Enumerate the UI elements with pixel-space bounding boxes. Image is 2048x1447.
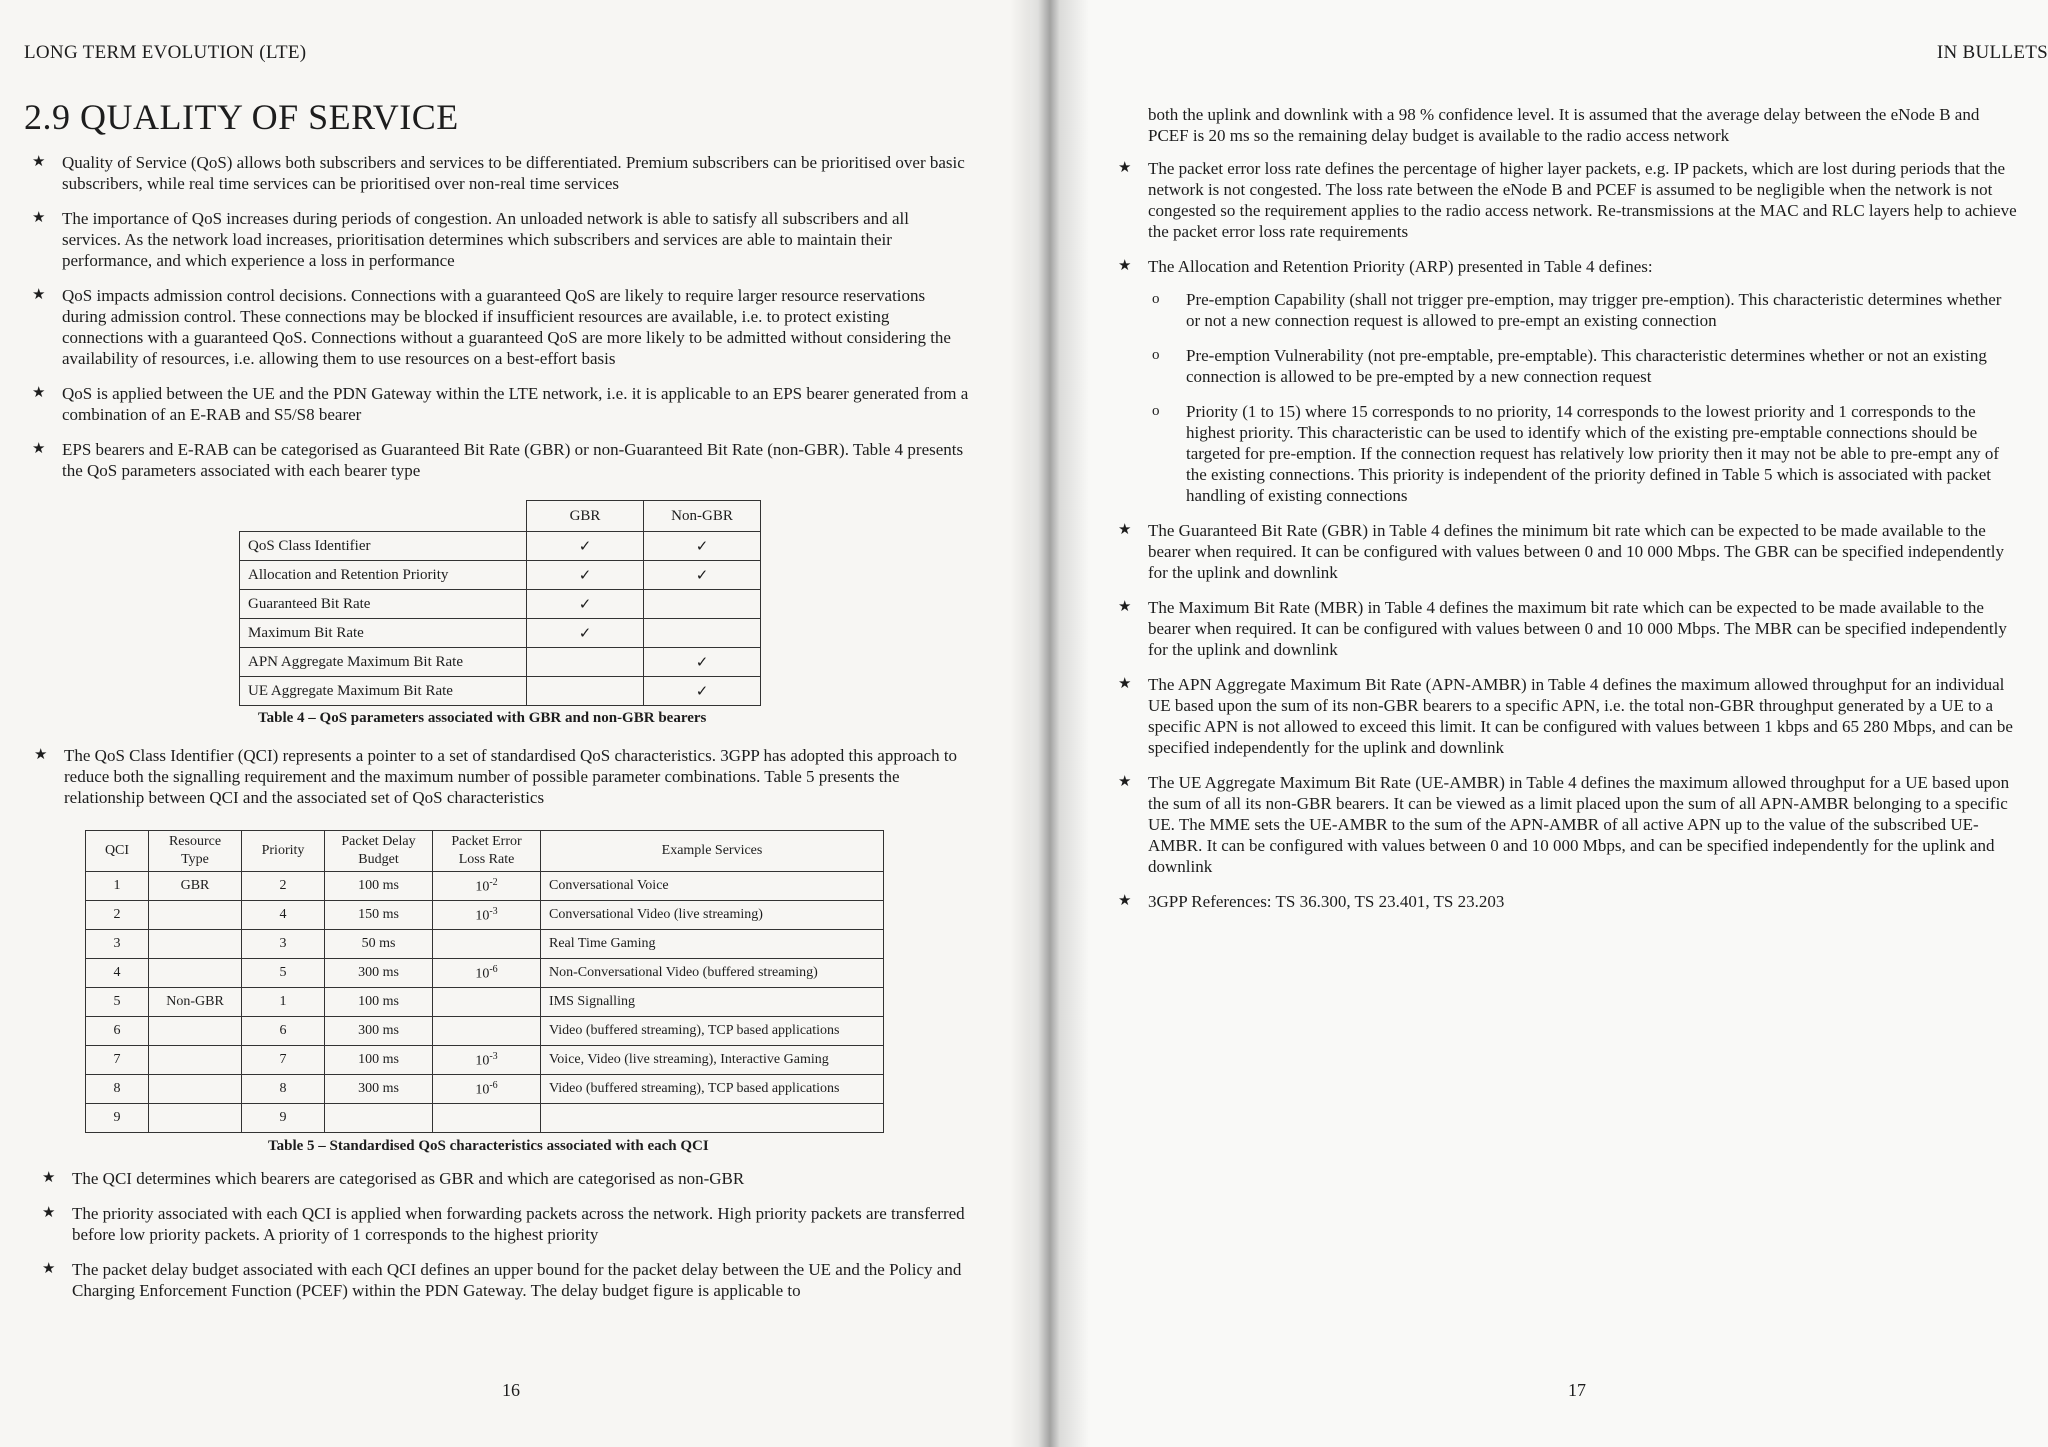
table-row: QoS Class Identifier ✓ ✓ <box>240 532 761 561</box>
continuation-paragraph: both the uplink and downlink with a 98 % confidence level. It is assumed that the average delay between the eNode B and PCEF is 20 ms so the remaining delay budget is available to the radio access network <box>1148 105 1980 145</box>
circle-bullet-icon: o <box>1152 347 1160 363</box>
table-row: 9 9 <box>86 1104 884 1133</box>
table-row: Guaranteed Bit Rate ✓ <box>240 590 761 619</box>
bullet-list-qci <box>22 745 972 822</box>
table4-header-nongbr: Non-GBR <box>644 501 761 532</box>
sub-list-item: o Pre-emption Capability (shall not trigger pre-emption, may trigger pre-emption). This characteristic determines whether or not a new connection request is allowed to pre-empt an existing connection <box>1152 290 2002 330</box>
table4-caption: Table 4 – QoS parameters associated with GBR and non-GBR bearers <box>258 710 707 726</box>
table-row: 6 6 300 ms Video (buffered streaming), TCP based applications <box>86 1017 884 1046</box>
star-bullet-icon: ★ <box>34 747 48 763</box>
bullet-item: ★ The packet delay budget associated with each QCI defines an upper bound for the packet delay between the UE and the Policy and Charging Enforcement Function (PCEF) within the PDN Gateway. The delay budget figure is applicable to <box>42 1260 962 1300</box>
bullet-item: ★ 3GPP References: TS 36.300, TS 23.401, TS 23.203 <box>1118 892 1505 911</box>
section-title: 2.9 QUALITY OF SERVICE <box>24 97 459 137</box>
star-bullet-icon: ★ <box>1118 893 1132 909</box>
bullet-item: ★ The QCI determines which bearers are categorised as GBR and which are categorised as non-GBR <box>42 1169 745 1188</box>
table-row: Allocation and Retention Priority ✓ ✓ <box>240 561 761 590</box>
bullet-item: ★ EPS bearers and E-RAB can be categorised as Guaranteed Bit Rate (GBR) or non-Guaranteed Bit Rate (non-GBR). Table 4 presents the QoS parameters associated with each bearer type <box>32 440 964 480</box>
bullet-list-qci-details <box>30 1168 980 1315</box>
star-bullet-icon: ★ <box>42 1261 56 1277</box>
arp-sub-list <box>1148 289 2018 506</box>
bullet-item: ★ The UE Aggregate Maximum Bit Rate (UE-AMBR) in Table 4 defines the maximum allowed throughput for a UE based upon the sum of all its non-GBR bearers. It can be viewed as a limit placed upon the sum of all APN-AMBR belonging to a specific UE. The MME sets the UE-AMBR to the sum of the APN-AMBR of all active APN up to the value of the subscribed UE-AMBR. It can be configured with values between 0 and 10 000 Mbps, and can be specified independently for the uplink and downlink <box>1118 773 2010 876</box>
right-page <box>1030 0 2048 1447</box>
star-bullet-icon: ★ <box>1118 676 1132 692</box>
bullet-item: ★ The importance of QoS increases during periods of congestion. An unloaded network is able to satisfy all subscribers and all services. As the network load increases, prioritisation determines which subscribers and services are able to maintain their performance, and which experience a loss in performance <box>32 209 909 270</box>
table-row: Maximum Bit Rate ✓ <box>240 619 761 648</box>
star-bullet-icon: ★ <box>1118 599 1132 615</box>
star-bullet-icon: ★ <box>32 154 46 170</box>
star-bullet-icon: ★ <box>32 385 46 401</box>
bullet-item: ★ The APN Aggregate Maximum Bit Rate (APN-AMBR) in Table 4 defines the maximum allowed throughput for an individual UE based upon the sum of its non-GBR bearers to a specific APN, i.e. the total non-GBR throughput generated by a UE to a specific APN is not allowed to exceed this limit. It can be configured with values between 1 kbps and 65 280 Mbps, and can be specified independently for the uplink and downlink <box>1118 675 2013 757</box>
table-row: UE Aggregate Maximum Bit Rate ✓ <box>240 677 761 706</box>
star-bullet-icon: ★ <box>32 210 46 226</box>
page-number-right: 17 <box>1568 1380 1586 1400</box>
table4-header-gbr: GBR <box>527 501 644 532</box>
table-row: 2 4 150 ms $10^{-3}$ Conversational Video (live streaming) <box>86 901 884 930</box>
star-bullet-icon: ★ <box>1118 774 1132 790</box>
table-row: 4 5 300 ms $10^{-6}$ Non-Conversational Video (buffered streaming) <box>86 959 884 988</box>
page-number-left: 16 <box>502 1380 520 1400</box>
star-bullet-icon: ★ <box>42 1170 56 1186</box>
star-bullet-icon: ★ <box>42 1205 56 1221</box>
bullet-item: ★ The Maximum Bit Rate (MBR) in Table 4 defines the maximum bit rate which can be expected to be made available to the bearer when required. It can be configured with values between 0 and 10 000 Mbps. The MBR can be specified independently for the uplink and downlink <box>1118 598 2007 659</box>
table-row: 8 8 300 ms $10^{-6}$ Video (buffered streaming), TCP based applications <box>86 1075 884 1104</box>
bullet-item: ★ QoS impacts admission control decisions. Connections with a guaranteed QoS are likely to require larger resource reservations during admission control. These connections may be blocked if insufficient resources are available, i.e. to protect existing connections with a guaranteed QoS. Connections without a guaranteed QoS are more likely to be admitted without considering the availability of resources, i.e. allowing them to use resources on a best-effort basis <box>32 286 951 368</box>
bullet-list-intro <box>20 152 970 495</box>
circle-bullet-icon: o <box>1152 291 1160 307</box>
star-bullet-icon: ★ <box>1118 522 1132 538</box>
bullet-item: ★ The packet error loss rate defines the percentage of higher layer packets, e.g. IP packets, which are lost during periods that the network is not congested. The loss rate between the eNode B and PCEF is assumed to be negligible when the network is not congested so the requirement applies to the radio access network. Re-transmissions at the MAC and RLC layers help to achieve the packet error loss rate requirements <box>1118 159 2017 241</box>
bullet-item: ★ Quality of Service (QoS) allows both subscribers and services to be differentiated. Premium subscribers can be prioritised over basic subscribers, while real time services can be prioritised over non-real time services <box>32 153 965 193</box>
bullet-item: ★ QoS is applied between the UE and the PDN Gateway within the LTE network, i.e. it is applicable to an EPS bearer generated from a combination of an E-RAB and S5/S8 bearer <box>32 384 969 424</box>
star-bullet-icon: ★ <box>1118 258 1132 274</box>
bullet-list-right <box>1106 158 2018 926</box>
circle-bullet-icon: o <box>1152 403 1160 419</box>
table-4 <box>239 500 761 706</box>
star-bullet-icon: ★ <box>32 441 46 457</box>
table-row: APN Aggregate Maximum Bit Rate ✓ <box>240 648 761 677</box>
table-row: 7 7 100 ms $10^{-3}$ Voice, Video (live streaming), Interactive Gaming <box>86 1046 884 1075</box>
bullet-item: ★ The Guaranteed Bit Rate (GBR) in Table 4 defines the minimum bit rate which can be expected to be made available to the bearer when required. It can be configured with values between 0 and 10 000 Mbps. The GBR can be specified independently for the uplink and downlink <box>1118 521 2005 582</box>
running-header-left: LONG TERM EVOLUTION (LTE) <box>24 42 307 63</box>
table5-caption: Table 5 – Standardised QoS characteristics associated with each QCI <box>268 1138 709 1154</box>
table-row: 1 GBR 2 100 ms $10^{-2}$ Conversational Voice <box>86 872 884 901</box>
bullet-item: ★ The Allocation and Retention Priority (ARP) presented in Table 4 defines: o Pre-emption Capability (shall not trigger pre-emption, may trigger pre-emption). This characteristic determines whether or not a new connection request is allowed to pre-empt an existing connection o Pre-emption Vulnerability (not pre-emptable, pre-emptable). This characteristic determines whether or not an existing connection is allowed to be pre-empted by a new connection request o Priority (1 to 15) where 15 corresponds to no priority, 14 corresponds to the lowest priority and 1 corresponds to the highest priority. This characteristic can be used to identify which of the existing pre-emptable connections should be targeted for pre-emption. If the connection request has relatively low priority then it may not be able to pre-empt any of the existing connections. This priority is independent of the priority defined in Table 5 which is associated with packet handling of existing connections <box>1106 256 2018 506</box>
sub-list-item: o Pre-emption Vulnerability (not pre-emptable, pre-emptable). This characteristic determines whether or not an existing connection is allowed to be pre-empted by a new connection request <box>1152 346 1987 386</box>
running-header-right: IN BULLETS <box>1936 42 2048 63</box>
table-row: 5 Non-GBR 1 100 ms IMS Signalling <box>86 988 884 1017</box>
bullet-item: ★ The priority associated with each QCI is applied when forwarding packets across the network. High priority packets are transferred before low priority packets. A priority of 1 corresponds to the highest priority <box>42 1204 965 1244</box>
bullet-item: ★ The QoS Class Identifier (QCI) represents a pointer to a set of standardised QoS characteristics. 3GPP has adopted this approach to reduce both the signalling requirement and the maximum number of possible parameter combinations. Table 5 presents the relationship between QCI and the associated set of QoS characteristics <box>34 746 958 807</box>
table-5: QCI Resource Type Priority Packet Delay Budget Packet Error Loss Rate Example Services 1 GBR 2 100 ms $10^{-2}$ Conversational Voice 2 4 150 ms $10^{-3}$ Conversational Video (live streaming) 3 3 50 ms Real Time Gaming 4 5 300 ms $10^{-6}$ Non-Conversational Video (buffered streaming) 5 Non-GBR 1 100 ms IMS Signalling 6 6 300 ms Video (buffered streaming), TCP based applications 7 7 100 ms $10^{-3}$ Voice, Video (live streaming), Interactive Gaming 8 8 300 ms $10^{-6}$ Video (buffered streaming), TCP based applications 9 9 <box>85 830 884 1133</box>
table-row: 3 3 50 ms Real Time Gaming <box>86 930 884 959</box>
sub-list-item: o Priority (1 to 15) where 15 corresponds to no priority, 14 corresponds to the lowest priority and 1 corresponds to the highest priority. This characteristic can be used to identify which of the existing pre-emptable connections should be targeted for pre-emption. If the connection request has relatively low priority then it may not be able to pre-empt any of the existing connections. This priority is independent of the priority defined in Table 5 which is associated with packet handling of existing connections <box>1152 402 2000 505</box>
star-bullet-icon: ★ <box>1118 160 1132 176</box>
star-bullet-icon: ★ <box>32 287 46 303</box>
